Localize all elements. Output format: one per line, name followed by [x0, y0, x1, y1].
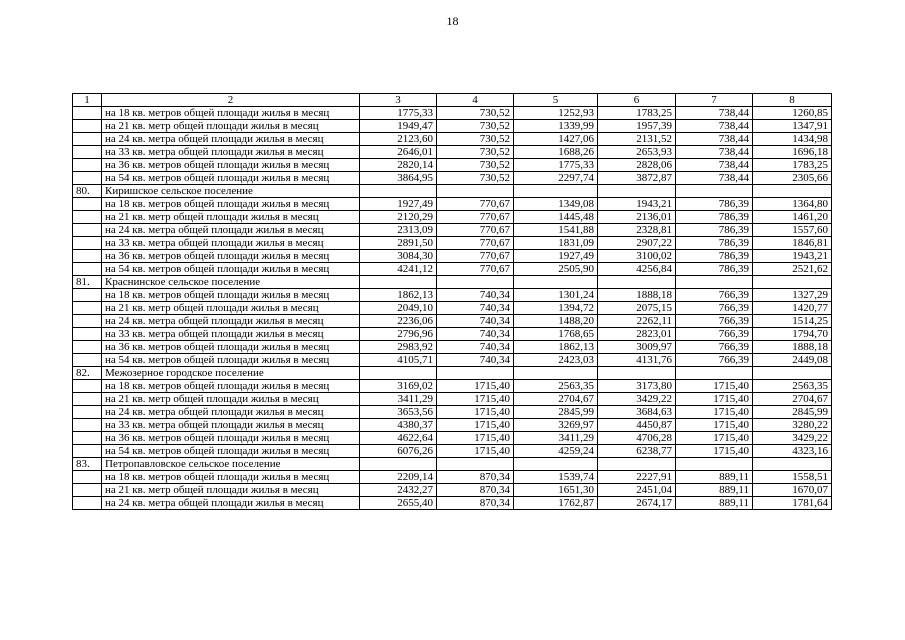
value-cell: 1252,93 [514, 107, 598, 120]
value-cell: 2704,67 [753, 393, 832, 406]
table-row [73, 289, 832, 302]
empty-cell [514, 276, 598, 289]
value-cell: 3411,29 [360, 393, 437, 406]
row-label: на 21 кв. метр общей площади жилья в месяц [102, 120, 360, 133]
tariff-table [72, 93, 832, 510]
row-label: на 21 кв. метр общей площади жилья в месяц [102, 211, 360, 224]
value-cell: 2828,06 [598, 159, 676, 172]
value-cell: 1541,88 [514, 224, 598, 237]
value-cell: 1427,06 [514, 133, 598, 146]
table-row [73, 341, 832, 354]
value-cell: 1831,09 [514, 237, 598, 250]
row-label: на 18 кв. метров общей площади жилья в месяц [102, 198, 360, 211]
value-cell: 1794,70 [753, 328, 832, 341]
value-cell: 1768,65 [514, 328, 598, 341]
empty-cell [676, 185, 753, 198]
column-header: 2 [102, 94, 360, 107]
value-cell: 2845,99 [753, 406, 832, 419]
value-cell: 2049,10 [360, 302, 437, 315]
row-number-cell [73, 107, 102, 120]
section-row [73, 276, 832, 289]
value-cell: 870,34 [437, 471, 514, 484]
value-cell: 786,39 [676, 211, 753, 224]
value-cell: 766,39 [676, 315, 753, 328]
value-cell: 3411,29 [514, 432, 598, 445]
value-cell: 1394,72 [514, 302, 598, 315]
value-cell: 738,44 [676, 146, 753, 159]
value-cell: 2796,96 [360, 328, 437, 341]
value-cell: 1651,30 [514, 484, 598, 497]
value-cell: 740,34 [437, 302, 514, 315]
column-header: 1 [73, 94, 102, 107]
column-header: 8 [753, 94, 832, 107]
value-cell: 1715,40 [676, 419, 753, 432]
empty-cell [753, 276, 832, 289]
value-cell: 1514,25 [753, 315, 832, 328]
row-label: на 24 кв. метра общей площади жилья в месяц [102, 315, 360, 328]
table-row [73, 497, 832, 510]
value-cell: 3280,22 [753, 419, 832, 432]
value-cell: 730,52 [437, 146, 514, 159]
value-cell: 1715,40 [437, 419, 514, 432]
table-row [73, 419, 832, 432]
value-cell: 889,11 [676, 497, 753, 510]
value-cell: 730,52 [437, 107, 514, 120]
table-row [73, 224, 832, 237]
value-cell: 3084,30 [360, 250, 437, 263]
value-cell: 770,67 [437, 250, 514, 263]
value-cell: 1434,98 [753, 133, 832, 146]
row-label: на 18 кв. метров общей площади жилья в месяц [102, 289, 360, 302]
value-cell: 2983,92 [360, 341, 437, 354]
table-row [73, 484, 832, 497]
table-row [73, 354, 832, 367]
section-number: 80. [73, 185, 102, 198]
value-cell: 1762,87 [514, 497, 598, 510]
empty-cell [514, 458, 598, 471]
row-label: на 36 кв. метров общей площади жилья в месяц [102, 250, 360, 263]
value-cell: 870,34 [437, 497, 514, 510]
row-label: на 21 кв. метр общей площади жилья в месяц [102, 302, 360, 315]
row-label: на 33 кв. метра общей площади жилья в месяц [102, 419, 360, 432]
value-cell: 1775,33 [514, 159, 598, 172]
row-label: на 33 кв. метра общей площади жилья в месяц [102, 146, 360, 159]
value-cell: 4450,87 [598, 419, 676, 432]
value-cell: 738,44 [676, 172, 753, 185]
value-cell: 2655,40 [360, 497, 437, 510]
row-number-cell [73, 419, 102, 432]
value-cell: 730,52 [437, 120, 514, 133]
value-cell: 2505,90 [514, 263, 598, 276]
value-cell: 2823,01 [598, 328, 676, 341]
column-header-row [73, 94, 832, 107]
table-row [73, 302, 832, 315]
section-title: Петропавловское сельское поселение [102, 458, 360, 471]
value-cell: 1715,40 [676, 406, 753, 419]
value-cell: 3429,22 [598, 393, 676, 406]
value-cell: 4323,16 [753, 445, 832, 458]
value-cell: 3009,97 [598, 341, 676, 354]
value-cell: 786,39 [676, 237, 753, 250]
value-cell: 1670,07 [753, 484, 832, 497]
value-cell: 1445,48 [514, 211, 598, 224]
row-number-cell [73, 224, 102, 237]
value-cell: 2227,91 [598, 471, 676, 484]
value-cell: 1420,77 [753, 302, 832, 315]
value-cell: 4241,12 [360, 263, 437, 276]
table-row [73, 172, 832, 185]
row-number-cell [73, 380, 102, 393]
row-number-cell [73, 432, 102, 445]
row-number-cell [73, 289, 102, 302]
value-cell: 2297,74 [514, 172, 598, 185]
value-cell: 1927,49 [514, 250, 598, 263]
value-cell: 740,34 [437, 354, 514, 367]
value-cell: 1715,40 [676, 432, 753, 445]
value-cell: 738,44 [676, 159, 753, 172]
row-number-cell [73, 341, 102, 354]
value-cell: 1715,40 [437, 393, 514, 406]
value-cell: 2704,67 [514, 393, 598, 406]
value-cell: 786,39 [676, 224, 753, 237]
value-cell: 1715,40 [437, 380, 514, 393]
value-cell: 1557,60 [753, 224, 832, 237]
value-cell: 889,11 [676, 484, 753, 497]
value-cell: 3653,56 [360, 406, 437, 419]
table-row [73, 315, 832, 328]
empty-cell [753, 185, 832, 198]
row-number-cell [73, 315, 102, 328]
table-body [73, 94, 832, 510]
value-cell: 1846,81 [753, 237, 832, 250]
section-number: 83. [73, 458, 102, 471]
row-label: на 54 кв. метров общей площади жилья в месяц [102, 263, 360, 276]
value-cell: 4131,76 [598, 354, 676, 367]
empty-cell [514, 185, 598, 198]
row-label: на 36 кв. метров общей площади жилья в месяц [102, 159, 360, 172]
value-cell: 1349,08 [514, 198, 598, 211]
value-cell: 6238,77 [598, 445, 676, 458]
section-title: Краснинское сельское поселение [102, 276, 360, 289]
row-label: на 24 кв. метра общей площади жилья в месяц [102, 406, 360, 419]
row-number-cell [73, 250, 102, 263]
value-cell: 770,67 [437, 263, 514, 276]
empty-cell [598, 185, 676, 198]
table-row [73, 406, 832, 419]
empty-cell [676, 367, 753, 380]
value-cell: 889,11 [676, 471, 753, 484]
page-number: 18 [446, 14, 459, 28]
row-number-cell [73, 237, 102, 250]
section-title: Межозерное городское поселение [102, 367, 360, 380]
empty-cell [360, 276, 437, 289]
value-cell: 766,39 [676, 328, 753, 341]
table-row [73, 211, 832, 224]
value-cell: 2674,17 [598, 497, 676, 510]
value-cell: 766,39 [676, 341, 753, 354]
section-number: 81. [73, 276, 102, 289]
empty-cell [360, 185, 437, 198]
value-cell: 1949,47 [360, 120, 437, 133]
row-label: на 54 кв. метров общей площади жилья в месяц [102, 445, 360, 458]
value-cell: 1347,91 [753, 120, 832, 133]
value-cell: 740,34 [437, 341, 514, 354]
row-number-cell [73, 484, 102, 497]
value-cell: 1539,74 [514, 471, 598, 484]
value-cell: 1783,25 [753, 159, 832, 172]
value-cell: 1715,40 [676, 445, 753, 458]
value-cell: 1696,18 [753, 146, 832, 159]
row-number-cell [73, 211, 102, 224]
empty-cell [676, 276, 753, 289]
value-cell: 2305,66 [753, 172, 832, 185]
value-cell: 786,39 [676, 250, 753, 263]
value-cell: 2131,52 [598, 133, 676, 146]
value-cell: 1781,64 [753, 497, 832, 510]
value-cell: 2451,04 [598, 484, 676, 497]
table-row [73, 263, 832, 276]
row-label: на 24 кв. метра общей площади жилья в месяц [102, 497, 360, 510]
table-row [73, 237, 832, 250]
section-row [73, 367, 832, 380]
value-cell: 730,52 [437, 172, 514, 185]
row-label: на 33 кв. метра общей площади жилья в месяц [102, 237, 360, 250]
value-cell: 1715,40 [437, 445, 514, 458]
row-label: на 36 кв. метров общей площади жилья в месяц [102, 432, 360, 445]
section-row [73, 185, 832, 198]
empty-cell [598, 367, 676, 380]
row-label: на 33 кв. метра общей площади жилья в месяц [102, 328, 360, 341]
value-cell: 6076,26 [360, 445, 437, 458]
table-row [73, 393, 832, 406]
row-label: на 24 кв. метра общей площади жилья в месяц [102, 224, 360, 237]
row-label: на 54 кв. метров общей площади жилья в месяц [102, 354, 360, 367]
empty-cell [437, 185, 514, 198]
column-header: 5 [514, 94, 598, 107]
value-cell: 1715,40 [676, 393, 753, 406]
value-cell: 3684,63 [598, 406, 676, 419]
value-cell: 1260,85 [753, 107, 832, 120]
row-number-cell [73, 471, 102, 484]
table-row [73, 107, 832, 120]
value-cell: 2123,60 [360, 133, 437, 146]
value-cell: 738,44 [676, 133, 753, 146]
column-header: 7 [676, 94, 753, 107]
row-label: на 18 кв. метров общей площади жилья в месяц [102, 107, 360, 120]
value-cell: 870,34 [437, 484, 514, 497]
empty-cell [676, 458, 753, 471]
value-cell: 4380,37 [360, 419, 437, 432]
value-cell: 770,67 [437, 224, 514, 237]
value-cell: 730,52 [437, 159, 514, 172]
value-cell: 1488,20 [514, 315, 598, 328]
row-label: на 54 кв. метров общей площади жилья в месяц [102, 172, 360, 185]
value-cell: 2820,14 [360, 159, 437, 172]
value-cell: 770,67 [437, 237, 514, 250]
table-row [73, 198, 832, 211]
value-cell: 766,39 [676, 302, 753, 315]
value-cell: 3173,80 [598, 380, 676, 393]
value-cell: 4706,28 [598, 432, 676, 445]
table-row [73, 120, 832, 133]
section-title: Киришское сельское поселение [102, 185, 360, 198]
value-cell: 2136,01 [598, 211, 676, 224]
value-cell: 1688,26 [514, 146, 598, 159]
row-number-cell [73, 393, 102, 406]
value-cell: 3872,87 [598, 172, 676, 185]
value-cell: 2449,08 [753, 354, 832, 367]
value-cell: 1461,20 [753, 211, 832, 224]
value-cell: 1715,40 [676, 380, 753, 393]
row-label: на 21 кв. метр общей площади жилья в месяц [102, 393, 360, 406]
row-number-cell [73, 120, 102, 133]
value-cell: 1957,39 [598, 120, 676, 133]
value-cell: 3864,95 [360, 172, 437, 185]
value-cell: 2845,99 [514, 406, 598, 419]
value-cell: 1943,21 [598, 198, 676, 211]
row-number-cell [73, 159, 102, 172]
value-cell: 4259,24 [514, 445, 598, 458]
row-label: на 24 кв. метра общей площади жилья в месяц [102, 133, 360, 146]
value-cell: 2432,27 [360, 484, 437, 497]
value-cell: 2907,22 [598, 237, 676, 250]
row-label: на 36 кв. метров общей площади жилья в месяц [102, 341, 360, 354]
value-cell: 2120,29 [360, 211, 437, 224]
value-cell: 2209,14 [360, 471, 437, 484]
value-cell: 2328,81 [598, 224, 676, 237]
value-cell: 2563,35 [514, 380, 598, 393]
value-cell: 2521,62 [753, 263, 832, 276]
value-cell: 1783,25 [598, 107, 676, 120]
value-cell: 3100,02 [598, 250, 676, 263]
table-row [73, 432, 832, 445]
value-cell: 4256,84 [598, 263, 676, 276]
value-cell: 2891,50 [360, 237, 437, 250]
empty-cell [360, 458, 437, 471]
value-cell: 1888,18 [753, 341, 832, 354]
row-number-cell [73, 445, 102, 458]
value-cell: 2075,15 [598, 302, 676, 315]
value-cell: 1888,18 [598, 289, 676, 302]
row-number-cell [73, 198, 102, 211]
value-cell: 4622,64 [360, 432, 437, 445]
value-cell: 786,39 [676, 263, 753, 276]
value-cell: 3269,97 [514, 419, 598, 432]
value-cell: 2262,11 [598, 315, 676, 328]
value-cell: 3169,02 [360, 380, 437, 393]
value-cell: 740,34 [437, 289, 514, 302]
column-header: 3 [360, 94, 437, 107]
table-row [73, 445, 832, 458]
table-row [73, 250, 832, 263]
row-number-cell [73, 302, 102, 315]
value-cell: 770,67 [437, 211, 514, 224]
value-cell: 740,34 [437, 328, 514, 341]
value-cell: 1364,80 [753, 198, 832, 211]
row-number-cell [73, 146, 102, 159]
value-cell: 1715,40 [437, 432, 514, 445]
value-cell: 770,67 [437, 198, 514, 211]
value-cell: 1558,51 [753, 471, 832, 484]
empty-cell [598, 276, 676, 289]
table-row [73, 380, 832, 393]
column-header: 6 [598, 94, 676, 107]
value-cell: 2313,09 [360, 224, 437, 237]
empty-cell [360, 367, 437, 380]
row-label: на 21 кв. метр общей площади жилья в месяц [102, 484, 360, 497]
value-cell: 1862,13 [514, 341, 598, 354]
row-label: на 18 кв. метров общей площади жилья в месяц [102, 471, 360, 484]
value-cell: 2646,01 [360, 146, 437, 159]
value-cell: 3429,22 [753, 432, 832, 445]
value-cell: 766,39 [676, 289, 753, 302]
value-cell: 1339,99 [514, 120, 598, 133]
row-number-cell [73, 328, 102, 341]
table-row [73, 133, 832, 146]
value-cell: 740,34 [437, 315, 514, 328]
empty-cell [598, 458, 676, 471]
row-label: на 18 кв. метров общей площади жилья в месяц [102, 380, 360, 393]
empty-cell [753, 367, 832, 380]
value-cell: 1943,21 [753, 250, 832, 263]
empty-cell [753, 458, 832, 471]
value-cell: 1301,24 [514, 289, 598, 302]
value-cell: 2563,35 [753, 380, 832, 393]
row-number-cell [73, 172, 102, 185]
empty-cell [437, 276, 514, 289]
section-number: 82. [73, 367, 102, 380]
row-number-cell [73, 133, 102, 146]
empty-cell [514, 367, 598, 380]
value-cell: 1862,13 [360, 289, 437, 302]
table-row [73, 146, 832, 159]
value-cell: 730,52 [437, 133, 514, 146]
value-cell: 4105,71 [360, 354, 437, 367]
row-number-cell [73, 263, 102, 276]
value-cell: 1775,33 [360, 107, 437, 120]
value-cell: 738,44 [676, 107, 753, 120]
value-cell: 786,39 [676, 198, 753, 211]
value-cell: 2236,06 [360, 315, 437, 328]
empty-cell [437, 367, 514, 380]
row-number-cell [73, 406, 102, 419]
section-row [73, 458, 832, 471]
row-number-cell [73, 354, 102, 367]
column-header: 4 [437, 94, 514, 107]
value-cell: 2423,03 [514, 354, 598, 367]
value-cell: 2653,93 [598, 146, 676, 159]
table-row [73, 159, 832, 172]
value-cell: 1927,49 [360, 198, 437, 211]
value-cell: 1715,40 [437, 406, 514, 419]
empty-cell [437, 458, 514, 471]
value-cell: 1327,29 [753, 289, 832, 302]
row-number-cell [73, 497, 102, 510]
value-cell: 766,39 [676, 354, 753, 367]
value-cell: 738,44 [676, 120, 753, 133]
table-row [73, 471, 832, 484]
table-row [73, 328, 832, 341]
